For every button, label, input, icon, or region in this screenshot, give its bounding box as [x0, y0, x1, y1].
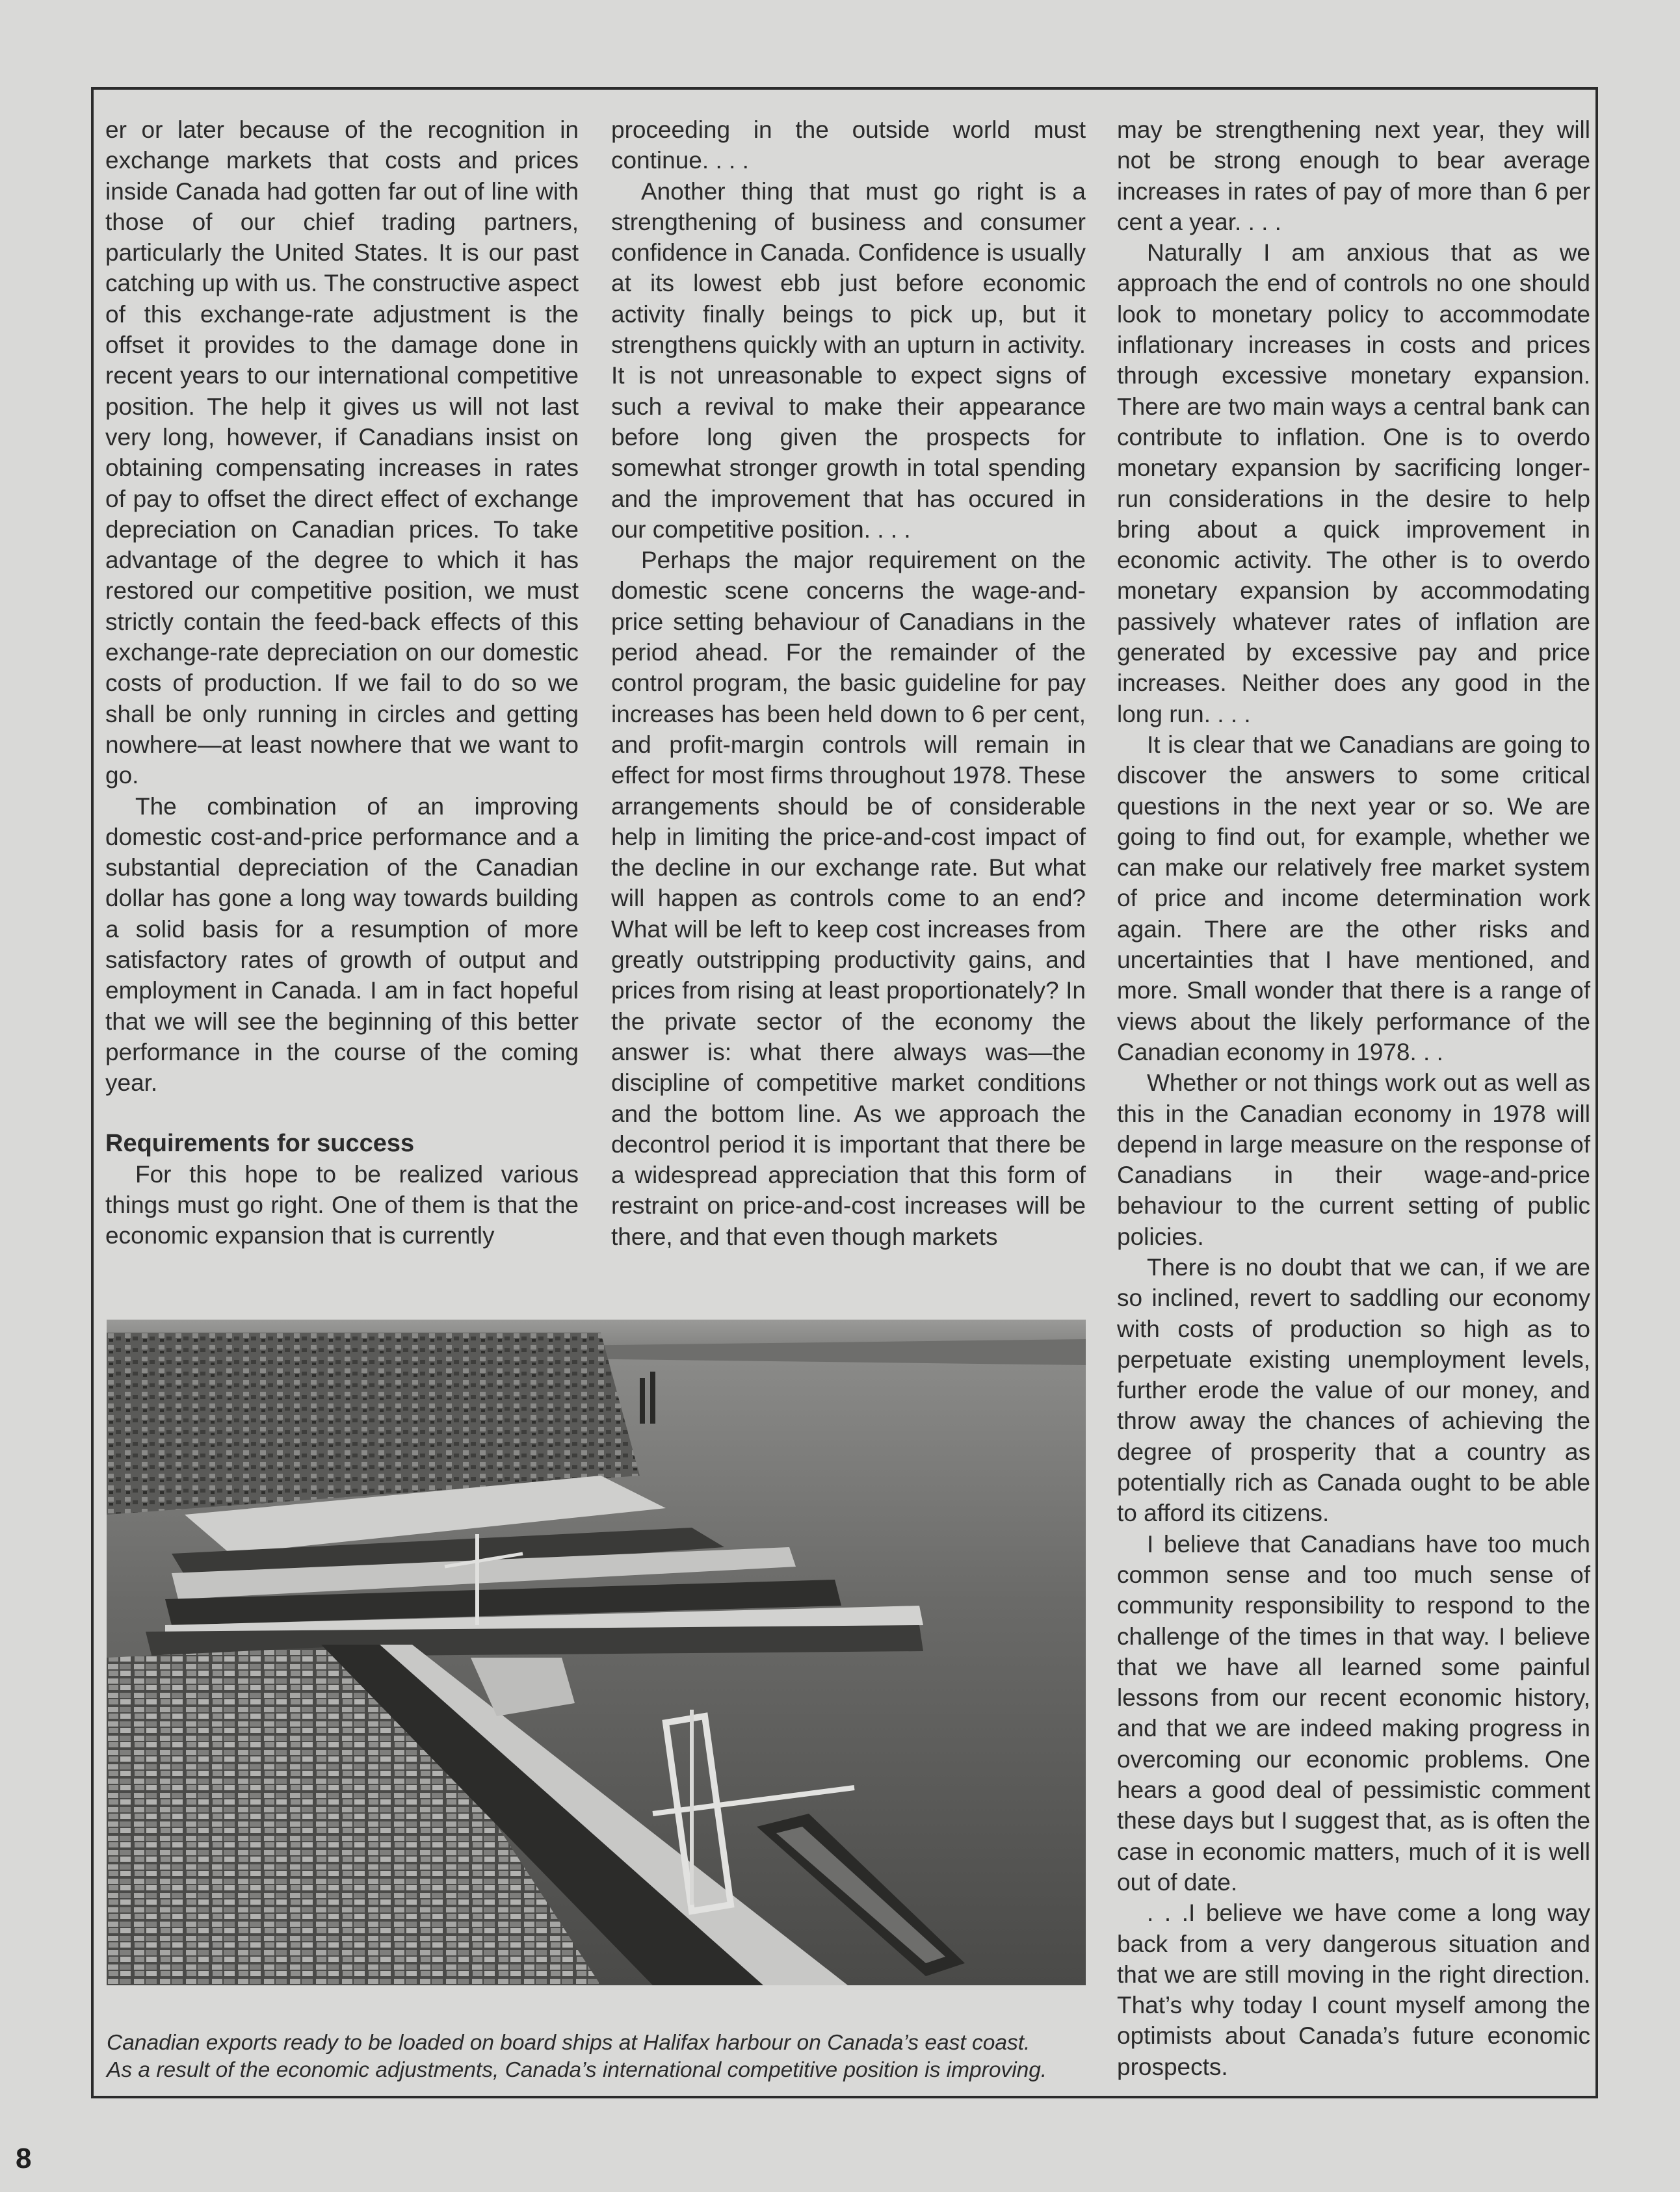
- paragraph: proceeding in the outside world must continue. . . .: [611, 116, 1086, 174]
- paragraph: Another thing that must go right is a strengthening of business and consumer confidence in Canada. Confidence is usually at its lowest ebb just before economic activity finally beings to pick up, but it strengthens quickly with an upturn in activity. It is not unreasonable to expect signs of such a revival to make their appearance before long given the prospects for somewhat stronger growth in total spending and the improvement that has occured in our competitive position. . . .: [611, 177, 1086, 543]
- paragraph: . . .I believe we have come a long way back from a very dangerous situation and that we are still moving in the right direction. That’s why today I count myself among the optimists about Canada’s future economic prospects.: [1117, 1899, 1590, 2080]
- paragraph: may be strengthening next year, they will not be strong enough to bear average increases in rates of pay of more than 6 per cent a year. . . .: [1117, 116, 1590, 235]
- paragraph: For this hope to be realized various things must go right. One of them is that the economic expansion that is currently: [105, 1160, 579, 1249]
- section-heading: Requirements for success: [105, 1129, 415, 1157]
- paragraph: I believe that Canadians have too much common sense and too much sense of community responsibility to respond to the challenge of the times in that way. I believe that we have all learned some painful lessons from our recent economic history, and that we are indeed making progress in overcoming our economic problems. One hears a good deal of pessimistic comment these days but I suggest that, as is often the case in economic matters, much of it is well out of date.: [1117, 1530, 1590, 1896]
- caption-line: Canadian exports ready to be loaded on board ships at Halifax harbour on Canada’s east coast.: [107, 2031, 1030, 2055]
- text-column-1: [105, 114, 579, 1251]
- paragraph: It is clear that we Canadians are going to discover the answers to some critical questions in the next year or so. We are going to find out, for example, whether we can make our relatively free market system of price and income determination work again. There are the other risks and uncertainties that I have mentioned, and more. Small wonder that there is a range of views about the likely performance of the Canadian economy in 1978. . .: [1117, 731, 1590, 1065]
- page-number: 8: [16, 2143, 32, 2174]
- paragraph: The combination of an improving domestic cost-and-price performance and a substantial depreciation of the Canadian dollar has gone a long way towards building a solid basis for a resumption of more satisfactory rates of growth of output and employment in Canada. I am in fact hopeful that we will see the beginning of this better performance in the course of the coming year.: [105, 792, 579, 1097]
- paragraph: Whether or not things work out as well as this in the Canadian economy in 1978 will depend in large measure on the response of Canadians in their wage-and-price behaviour to the current setting of public policies.: [1117, 1069, 1590, 1250]
- text-column-2: [611, 114, 1086, 1252]
- paragraph: There is no doubt that we can, if we are so inclined, revert to saddling our economy with costs of production so high as to perpetuate existing unemployment levels, further erode the value of our money, and throw away the chances of achieving the degree of prosperity that a country as potentially rich as Canada ought to be able to afford its citizens.: [1117, 1253, 1590, 1527]
- paragraph: Naturally I am anxious that as we approach the end of controls no one should look to monetary policy to accommodate inflationary increases in costs and prices through excessive monetary expansion. There are two main ways a central bank can contribute to inflation. One is to overdo monetary expansion by sacrificing longer-run considerations in the desire to help bring about a quick improvement in economic activity. The other is to overdo monetary expansion by accommodating passively whatever rates of inflation are generated by excessive pay and price increases. Neither does any good in the long run. . . .: [1117, 239, 1590, 727]
- paragraph: Perhaps the major requirement on the domestic scene concerns the wage-and-price setting behaviour of Canadians in the period ahead. For the remainder of the control program, the basic guideline for pay increases has been held down to 6 per cent, and profit-margin controls will remain in effect for most firms throughout 1978. These arrangements should be of considerable help in limiting the price-and-cost impact of the decline in our exchange rate. But what will happen as controls come to an end? What will be left to keep cost increases from greatly outstripping productivity gains, and prices from rising at least proportionately? In the private sector of the economy the answer is: what there always was—the discipline of competitive market conditions and the bottom line. As we approach the decontrol period it is important that there be a widespread appreciation that this form of restraint on price-and-cost increases will be there, and that even though markets: [611, 547, 1086, 1250]
- paragraph: er or later because of the recognition in exchange markets that costs and prices inside Canada had gotten far out of line with those of our chief trading partners, particularly the United States. It is our past catching up with us. The constructive aspect of this exchange-rate adjustment is the offset it provides to the damage done in recent years to our international competitive position. The help it gives us will not last very long, however, if Canadians insist on obtaining compensating increases in rates of pay to offset the direct effect of exchange depreciation on Canadian prices. To take advantage of the degree to which it has restored our competitive position, we must strictly contain the feed-back effects of this exchange-rate depreciation on our domestic costs of production. If we fail to do so we shall be only running in circles and getting nowhere—at least nowhere that we want to go.: [105, 116, 579, 789]
- photo-caption: [107, 2029, 1086, 2084]
- caption-line: As a result of the economic adjustments, Canada’s international competitive position is improving.: [107, 2058, 1047, 2082]
- text-column-3: [1117, 114, 1590, 2082]
- harbour-photo: [107, 1320, 1086, 1985]
